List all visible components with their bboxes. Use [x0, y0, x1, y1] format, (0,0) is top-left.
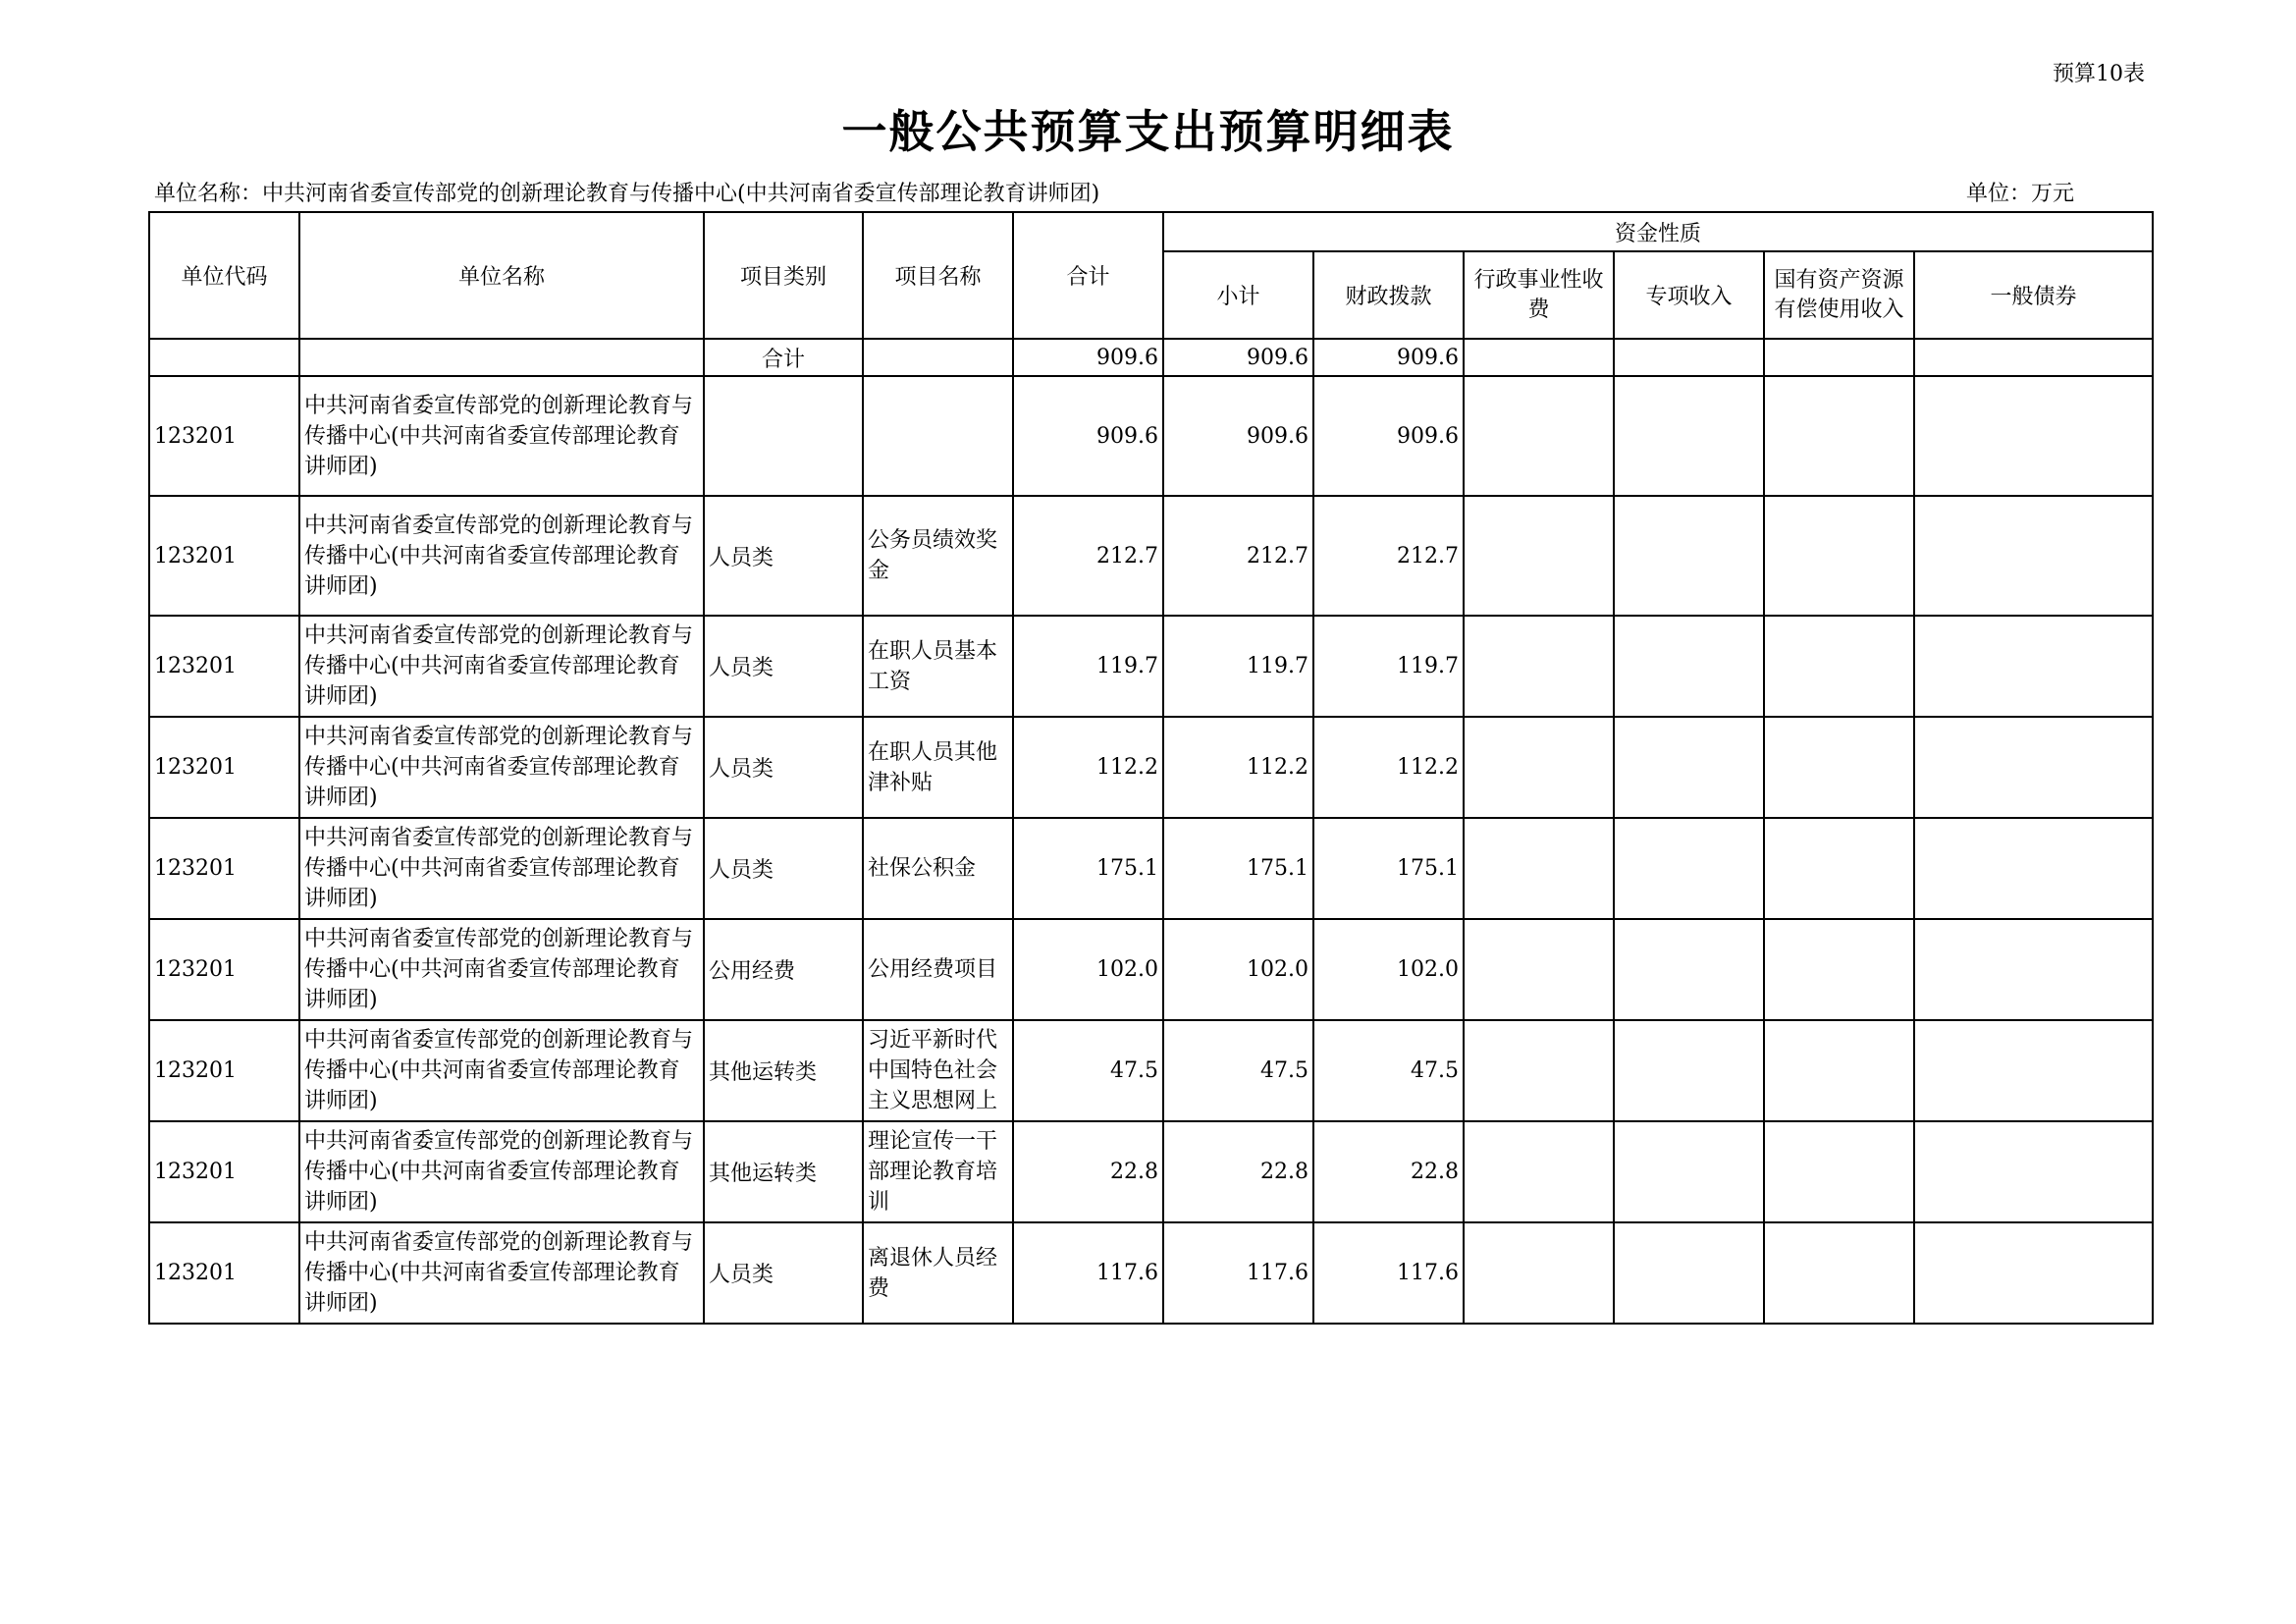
cell-empty [1464, 717, 1614, 818]
cell-empty [1764, 1020, 1914, 1121]
row-category: 公用经费 [704, 919, 863, 1020]
total-value: 909.6 [1013, 339, 1163, 376]
total-subtotal: 909.6 [1163, 339, 1313, 376]
row-project-text: 社保公积金 [868, 856, 977, 881]
header-total: 合计 [1013, 212, 1163, 339]
row-code: 123201 [149, 919, 299, 1020]
row-code: 123201 [149, 616, 299, 717]
row-unit-name-text: 中共河南省委宣传部党的创新理论教育与传播中心(中共河南省委宣传部理论教育讲师团) [304, 1028, 694, 1113]
row-project-text: 习近平新时代中国特色社会主义思想网上 [868, 1028, 998, 1113]
row-unit-name [299, 1121, 704, 1222]
cell-empty [1914, 919, 2153, 1020]
header-unit-name: 单位名称 [299, 212, 704, 339]
row-subtotal: 909.6 [1163, 376, 1313, 496]
row-project-text: 公用经费项目 [868, 957, 998, 982]
header-admin-fee: 行政事业性收费 [1464, 251, 1614, 339]
row-subtotal: 102.0 [1163, 919, 1313, 1020]
cell-empty [1914, 1020, 2153, 1121]
row-subtotal: 112.2 [1163, 717, 1313, 818]
row-code: 123201 [149, 717, 299, 818]
cell-empty [1764, 339, 1914, 376]
header-project-name: 项目名称 [863, 212, 1013, 339]
cell-empty [1464, 818, 1614, 919]
table-row [149, 1222, 2153, 1324]
row-fiscal: 117.6 [1313, 1222, 1464, 1324]
row-project [863, 1121, 1013, 1222]
cell-empty [1464, 1121, 1614, 1222]
row-total: 909.6 [1013, 376, 1163, 496]
row-category: 人员类 [704, 496, 863, 616]
row-project-text: 离退休人员经费 [868, 1245, 998, 1301]
row-project [863, 376, 1013, 496]
cell-empty [1914, 1121, 2153, 1222]
row-subtotal: 119.7 [1163, 616, 1313, 717]
table-row [149, 496, 2153, 616]
row-project [863, 1222, 1013, 1324]
cell-empty [1614, 496, 1764, 616]
row-category [704, 376, 863, 496]
row-project [863, 1020, 1013, 1121]
row-code: 123201 [149, 1222, 299, 1324]
cell-empty [1614, 616, 1764, 717]
cell-empty [1764, 616, 1914, 717]
row-total: 212.7 [1013, 496, 1163, 616]
row-unit-name-text: 中共河南省委宣传部党的创新理论教育与传播中心(中共河南省委宣传部理论教育讲师团) [304, 393, 694, 479]
header-fund-nature: 资金性质 [1163, 212, 2153, 251]
row-category: 其他运转类 [704, 1020, 863, 1121]
row-code: 123201 [149, 818, 299, 919]
cell-empty [1764, 376, 1914, 496]
row-unit-name [299, 1222, 704, 1324]
row-unit-name [299, 376, 704, 496]
row-code: 123201 [149, 496, 299, 616]
row-total: 112.2 [1013, 717, 1163, 818]
row-total: 119.7 [1013, 616, 1163, 717]
row-project [863, 919, 1013, 1020]
cell-empty [1764, 496, 1914, 616]
row-subtotal: 175.1 [1163, 818, 1313, 919]
row-total: 175.1 [1013, 818, 1163, 919]
cell-empty [1914, 1222, 2153, 1324]
cell-empty [1464, 339, 1614, 376]
row-unit-name [299, 919, 704, 1020]
budget-table [148, 211, 2154, 1325]
row-code: 123201 [149, 376, 299, 496]
table-row [149, 1020, 2153, 1121]
table-row [149, 818, 2153, 919]
cell-empty [1914, 717, 2153, 818]
cell-empty [299, 339, 704, 376]
cell-empty [1614, 339, 1764, 376]
table-row [149, 616, 2153, 717]
cell-empty [1614, 717, 1764, 818]
cell-empty [1914, 496, 2153, 616]
cell-empty [1614, 376, 1764, 496]
row-unit-name-text: 中共河南省委宣传部党的创新理论教育与传播中心(中共河南省委宣传部理论教育讲师团) [304, 927, 694, 1012]
cell-empty [1764, 717, 1914, 818]
row-fiscal: 212.7 [1313, 496, 1464, 616]
row-total: 102.0 [1013, 919, 1163, 1020]
row-total: 22.8 [1013, 1121, 1163, 1222]
table-row [149, 919, 2153, 1020]
unit-name-line: 单位名称：中共河南省委宣传部党的创新理论教育与传播中心(中共河南省委宣传部理论教育讲师团) [154, 182, 1100, 206]
total-label: 合计 [704, 339, 863, 376]
table-row [149, 376, 2153, 496]
cell-empty [1464, 616, 1614, 717]
cell-empty [1914, 339, 2153, 376]
cell-empty [1914, 616, 2153, 717]
row-project-text: 公务员绩效奖金 [868, 528, 998, 583]
row-unit-name-text: 中共河南省委宣传部党的创新理论教育与传播中心(中共河南省委宣传部理论教育讲师团) [304, 725, 694, 810]
header-fiscal: 财政拨款 [1313, 251, 1464, 339]
row-fiscal: 112.2 [1313, 717, 1464, 818]
row-unit-name [299, 496, 704, 616]
row-unit-name [299, 818, 704, 919]
row-unit-name-text: 中共河南省委宣传部党的创新理论教育与传播中心(中共河南省委宣传部理论教育讲师团) [304, 826, 694, 911]
cell-empty [149, 339, 299, 376]
row-unit-name [299, 616, 704, 717]
row-category: 人员类 [704, 818, 863, 919]
currency-unit-label: 单位：万元 [1966, 182, 2075, 206]
cell-empty [1614, 1222, 1764, 1324]
row-total: 47.5 [1013, 1020, 1163, 1121]
header-special-income: 专项收入 [1614, 251, 1764, 339]
form-code: 预算10表 [2053, 62, 2145, 86]
row-category: 人员类 [704, 717, 863, 818]
cell-empty [1464, 919, 1614, 1020]
row-unit-name-text: 中共河南省委宣传部党的创新理论教育与传播中心(中共河南省委宣传部理论教育讲师团) [304, 623, 694, 709]
cell-empty [863, 339, 1013, 376]
cell-empty [1464, 1020, 1614, 1121]
row-project [863, 818, 1013, 919]
page-title: 一般公共预算支出预算明细表 [841, 105, 1455, 158]
table-row [149, 717, 2153, 818]
cell-empty [1764, 1121, 1914, 1222]
row-project [863, 616, 1013, 717]
row-subtotal: 47.5 [1163, 1020, 1313, 1121]
cell-empty [1764, 818, 1914, 919]
header-state-assets: 国有资产资源有偿使用收入 [1764, 251, 1914, 339]
total-row [149, 339, 2153, 376]
row-category: 人员类 [704, 1222, 863, 1324]
row-fiscal: 909.6 [1313, 376, 1464, 496]
row-unit-name-text: 中共河南省委宣传部党的创新理论教育与传播中心(中共河南省委宣传部理论教育讲师团) [304, 1129, 694, 1215]
row-fiscal: 102.0 [1313, 919, 1464, 1020]
row-unit-name [299, 1020, 704, 1121]
row-fiscal: 175.1 [1313, 818, 1464, 919]
row-category: 人员类 [704, 616, 863, 717]
header-unit-code: 单位代码 [149, 212, 299, 339]
row-fiscal: 47.5 [1313, 1020, 1464, 1121]
row-subtotal: 212.7 [1163, 496, 1313, 616]
header-project-category: 项目类别 [704, 212, 863, 339]
row-project-text: 在职人员基本工资 [868, 638, 998, 694]
header-general-bond: 一般债券 [1914, 251, 2153, 339]
cell-empty [1464, 376, 1614, 496]
cell-empty [1464, 496, 1614, 616]
row-code: 123201 [149, 1121, 299, 1222]
row-project-text: 理论宣传一干部理论教育培训 [868, 1129, 998, 1215]
table-row [149, 1121, 2153, 1222]
row-unit-name-text: 中共河南省委宣传部党的创新理论教育与传播中心(中共河南省委宣传部理论教育讲师团) [304, 513, 694, 599]
row-unit-name-text: 中共河南省委宣传部党的创新理论教育与传播中心(中共河南省委宣传部理论教育讲师团) [304, 1230, 694, 1316]
cell-empty [1914, 376, 2153, 496]
row-fiscal: 22.8 [1313, 1121, 1464, 1222]
row-code: 123201 [149, 1020, 299, 1121]
cell-empty [1614, 1121, 1764, 1222]
row-total: 117.6 [1013, 1222, 1163, 1324]
row-project [863, 496, 1013, 616]
row-fiscal: 119.7 [1313, 616, 1464, 717]
cell-empty [1614, 919, 1764, 1020]
cell-empty [1464, 1222, 1614, 1324]
cell-empty [1614, 1020, 1764, 1121]
row-project [863, 717, 1013, 818]
cell-empty [1614, 818, 1764, 919]
row-category: 其他运转类 [704, 1121, 863, 1222]
header-subtotal: 小计 [1163, 251, 1313, 339]
total-fiscal: 909.6 [1313, 339, 1464, 376]
row-subtotal: 22.8 [1163, 1121, 1313, 1222]
row-unit-name [299, 717, 704, 818]
cell-empty [1764, 1222, 1914, 1324]
cell-empty [1914, 818, 2153, 919]
cell-empty [1764, 919, 1914, 1020]
row-subtotal: 117.6 [1163, 1222, 1313, 1324]
row-project-text: 在职人员其他津补贴 [868, 739, 998, 795]
